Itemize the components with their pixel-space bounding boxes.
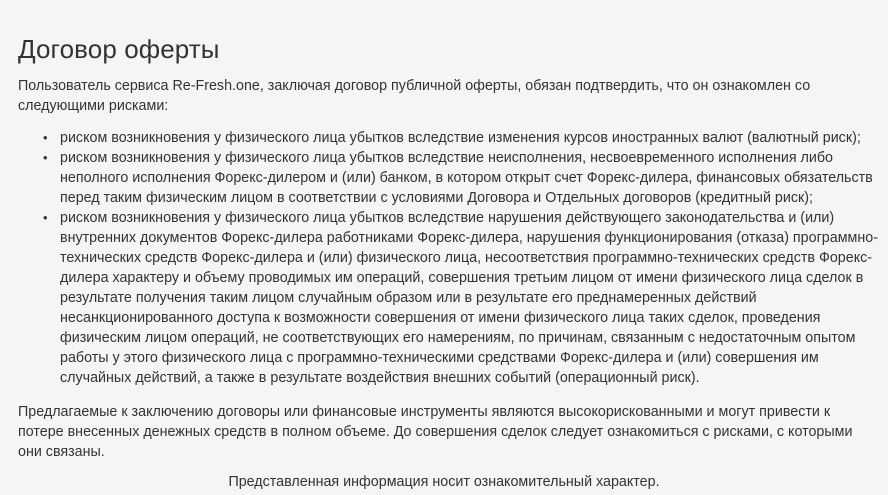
risk-currency-text: риском возникновения у физического лица убытков вследствие изменения курсов иностранных валют (валютный риск); xyxy=(60,130,861,146)
page-title: Договор оферты xyxy=(18,34,220,64)
risk-operational-text: риском возникновения у физического лица убытков вследствие нарушения действующего законодательства и (или) внутренних документов Форекс-дилера работниками Форекс-дилера, нарушения функционирования (отказа) программно-технических средств Форекс-дилера и (или) физического лица, несоответствия программно-технических средств Форекс-дилера характеру и объему проводимых им операций, совершения третьим лицом от имени физического лица сделок в результате получения таким лицом случайным образом или в результате его преднамеренных действий несанкционированного доступа к возможности совершения от имени физического лица таких сделок, проведения физическим лицом операций, не соответствующих его намерениям, по причинам, связанным с недостаточным опытом работы у этого физического лица с программно-техническими средствами Форекс-дилера и (или) совершения им случайных действий, а также в результате воздействия внешних событий (операционный риск). xyxy=(60,210,878,386)
bullet-icon: • xyxy=(43,210,48,225)
risk-credit-text: риском возникновения у физического лица убытков вследствие неисполнения, несвоевременного исполнения либо неполного исполнения Форекс-дилером и (или) банком, в котором открыт счет Форекс-дилера, финансовых обязательств перед таким физическим лицом в соответствии с условиями Договора и Отдельных договоров (кредитный риск); xyxy=(60,150,873,206)
intro-paragraph: Пользователь сервиса Re-Fresh.one, заключая договор публичной оферты, обязан подтвердить, что он ознакомлен со следующими рисками: xyxy=(18,78,811,114)
risk-list xyxy=(18,128,878,388)
bullet-icon: • xyxy=(43,130,48,145)
list-item xyxy=(43,128,878,148)
list-item xyxy=(43,148,878,208)
bullet-icon: • xyxy=(43,150,48,165)
warning-paragraph: Предлагаемые к заключению договоры или финансовые инструменты являются высокорискованными и могут привести к потере внесенных денежных средств в полном объеме. До совершения сделок следует ознакомиться с рисками, с которыми они связаны. xyxy=(18,404,853,460)
disclaimer-note: Представленная информация носит ознакомительный характер. xyxy=(228,474,660,490)
list-item xyxy=(43,208,878,388)
